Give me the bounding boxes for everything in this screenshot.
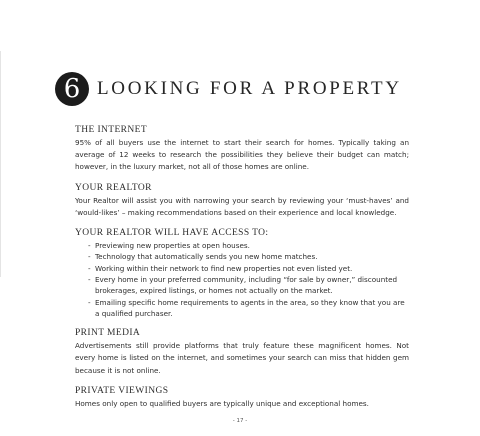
section-body: Homes only open to qualified buyers are typically unique and exceptional homes.	[75, 398, 369, 408]
chapter-title: LOOKING FOR A PROPERTY	[97, 78, 402, 99]
section-heading: THE INTERNET	[75, 125, 148, 135]
section-realtor-access	[75, 227, 409, 319]
bullet-item: - Working within their network to find new properties not even listed yet.	[88, 263, 409, 274]
page-content	[75, 124, 409, 418]
section-heading: YOUR REALTOR	[75, 182, 152, 193]
bullet-item: - Previewing new properties at open houses.	[88, 240, 409, 251]
chapter-header	[55, 72, 402, 106]
section-private-viewings	[75, 385, 409, 410]
section-body: Advertisements still provide platforms that truly feature these magnificent homes. Not every home is listed on the internet, and sometimes your search can miss that hidden gem because it is not online.	[75, 341, 409, 375]
section-heading: PRIVATE VIEWINGS	[75, 385, 169, 396]
section-your-realtor	[75, 182, 409, 219]
page-number: - 17 -	[232, 418, 248, 424]
page-edge-divider	[0, 51, 1, 277]
section-body: 95% of all buyers use the internet to start their search for homes. Typically taking an average of 12 weeks to research the possibilities they believe their budget can match; however, in the luxury market, not all of those homes are online.	[75, 138, 409, 172]
section-the-internet	[75, 124, 409, 174]
section-heading: PRINT MEDIA	[75, 328, 141, 339]
access-bullet-list	[75, 240, 409, 319]
bullet-item: - Emailing specific home requirements to agents in the area, so they know that you are a qualified purchaser.	[88, 297, 409, 320]
section-heading: YOUR REALTOR WILL HAVE ACCESS TO:	[75, 228, 269, 239]
section-body: Your Realtor will assist you with narrowing your search by reviewing your ‘must-haves’ and ‘would-likes’ – making recommendations based on their experience and local knowledge.	[75, 195, 409, 217]
bullet-item: - Every home in your preferred community, including “for sale by owner,” discounted brokerages, expired listings, or homes not actually on the market.	[88, 274, 409, 297]
section-print-media	[75, 327, 409, 377]
bullet-item: - Technology that automatically sends you new home matches.	[88, 251, 409, 262]
chapter-number-badge: 6	[55, 72, 89, 106]
